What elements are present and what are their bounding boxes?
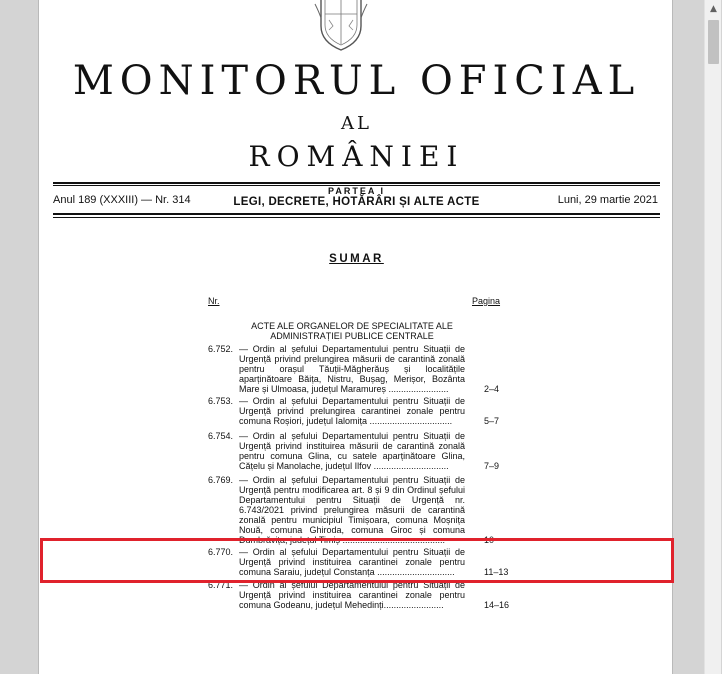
- toc-entry-text: — Ordin al șefului Departamentului pentru Situații de Urgență privind prelungirea carantinei zonale pentru comuna Roșiori, județul Ialomița .................................: [239, 396, 465, 426]
- vertical-scrollbar[interactable]: [704, 0, 721, 674]
- toc-entry-number: 6.771.: [208, 580, 234, 590]
- toc-entry-text: — Ordin al șefului Departamentului pentru Situații de Urgență pentru modificarea art. 8 și 9 din Ordinul șefului Departamentului pentru Situații de Urgență nr. 6.743/2021 privind prelungirea măsurii de carantină zonală pentru municipiul Timișoara, comuna Moșnița Nouă, comuna Ghiroda, comuna Giroc și comuna Dumbrăvița, județul Timiș .........................................: [239, 475, 465, 545]
- column-header-nr: Nr.: [208, 296, 220, 306]
- toc-entry-page: 5–7: [484, 416, 500, 426]
- toc-entry-number: 6.752.: [208, 344, 234, 354]
- section-title: ACTE ALE ORGANELOR DE SPECIALITATE ALE ADMINISTRAȚIEI PUBLICE CENTRALE: [251, 321, 453, 341]
- toc-entry-page: 2–4: [484, 384, 500, 394]
- toc-entry-number: 6.770.: [208, 547, 234, 557]
- toc-entry-text: — Ordin al șefului Departamentului pentru Situații de Urgență privind prelungirea măsurii de carantină zonală pentru orașul Tăuții-Măgherăuș și localitățile aparținătoare Băița, Nistru, Bușag, Merișor, Bozânta Mare și Ulmoasa, județul Maramureș ........................: [239, 344, 465, 394]
- toc-entry-text: — Ordin al șefului Departamentului pentru Situații de Urgență privind instituirea carantinei zonale pentru comuna Saraiu, județul Constanța ...............................: [239, 547, 465, 577]
- column-header-page: Pagina: [472, 296, 501, 306]
- toc-entry-page: 14–16: [484, 600, 510, 610]
- toc-entry-page: 10: [484, 535, 495, 545]
- part-label: PARTEA I: [327, 186, 385, 196]
- part-subtitle: LEGI, DECRETE, HOTĂRÂRI ȘI ALTE ACTE: [233, 196, 480, 208]
- toc-entry-number: 6.769.: [208, 475, 234, 485]
- issue-date: Luni, 29 martie 2021: [557, 194, 658, 206]
- toc-entry-text: — Ordin al șefului Departamentului pentru Situații de Urgență privind instituirea carantinei zonale pentru comuna Godeanu, județul Mehedinți........................: [239, 580, 465, 610]
- toc-entry-number: 6.753.: [208, 396, 234, 406]
- gazette-title-country: ROMÂNIEI: [248, 140, 465, 173]
- document-page: [38, 0, 673, 674]
- summary-title: SUMAR: [329, 253, 384, 265]
- scrollbar-thumb[interactable]: [708, 20, 719, 64]
- toc-entry[interactable]: [208, 475, 508, 545]
- header-bottom-rule: [53, 213, 660, 215]
- header-top-rule: [53, 182, 660, 184]
- year-issue: Anul 189 (XXXIII) — Nr. 314: [53, 194, 191, 206]
- header-bottom-rule-thin: [53, 217, 660, 218]
- coat-of-arms-icon: [313, 0, 369, 52]
- toc-entry-number: 6.754.: [208, 431, 234, 441]
- scroll-up-arrow-icon[interactable]: ▲: [710, 3, 717, 14]
- toc-entry-page: 11–13: [484, 567, 509, 577]
- toc-entry-text: — Ordin al șefului Departamentului pentru Situații de Urgență privind instituirea măsurii de carantină zonală pentru comuna Glina, cu satele aparținătoare Glina, Cățelu și Manolache, județul Ilfov ..............................: [239, 431, 465, 471]
- toc-entry-page: 7–9: [484, 461, 500, 471]
- gazette-title-al: AL: [341, 113, 372, 134]
- gazette-title: MONITORUL OFICIAL: [72, 58, 641, 104]
